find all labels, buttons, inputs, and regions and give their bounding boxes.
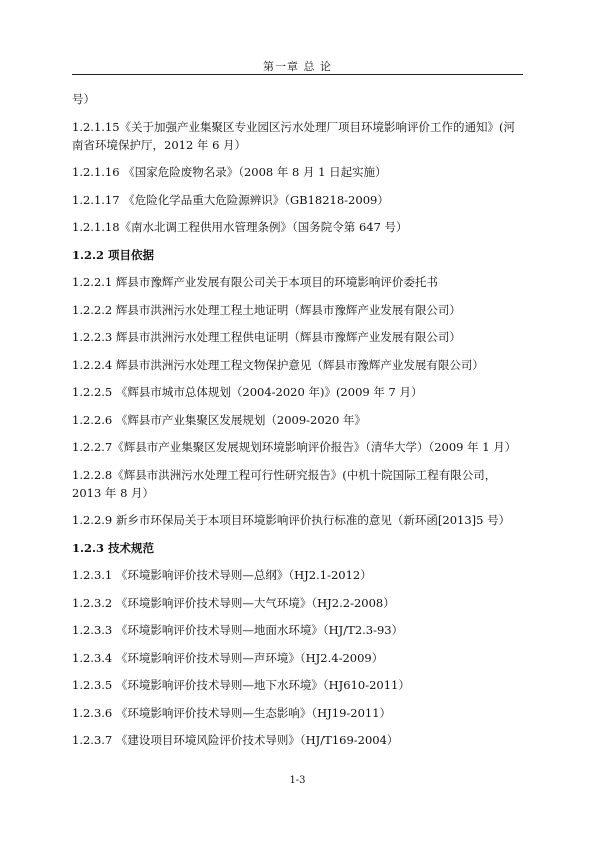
text-line: 1.2.1.16 《国家危险废物名录》（2008 年 8 月 1 日起实施） [72,165,387,179]
text-line: 1.2.3.2 《环境影响评价技术导则—大气环境》（HJ2.2-2008） [72,595,395,610]
text-line: 号） [72,92,95,106]
text-line: 1.2.2.7《辉县市产业集聚区发展规划环境影响评价报告》（清华大学）（2009 年 1 月） [72,440,517,454]
header-rule [72,74,523,75]
text-line: 1.2.1.17 《危险化学品重大危险源辨识》（GB18218-2009） [72,192,389,207]
text-line: 1.2.3.5 《环境影响评价技术导则—地下水环境》（HJ610-2011） [72,678,410,692]
document-body [72,90,524,759]
text-line: 1.2.1.18《南水北调工程供用水管理条例》（国务院令第 647 号） [72,220,408,234]
section-heading: 1.2.3 技术规范 [72,540,155,555]
text-line: 1.2.3.6 《环境影响评价技术导则—生态影响》（HJ19-2011） [72,705,392,720]
text-line: 1.2.3.4 《环境影响评价技术导则—声环境》（HJ2.4-2009） [72,650,384,665]
page-header-title: 第一章 总 论 [263,60,332,73]
page-number: 1-3 [289,775,306,786]
text-line: 1.2.2.3 辉县市洪洲污水处理工程供电证明（辉县市豫辉产业发展有限公司） [72,330,461,344]
text-line: 1.2.2.2 辉县市洪洲污水处理工程土地证明（辉县市豫辉产业发展有限公司） [72,302,461,317]
text-line: 1.2.3.3 《环境影响评价技术导则—地面水环境》（HJ/T2.3-93） [72,623,404,637]
text-line: 1.2.2.6 《辉县市产业集聚区发展规划（2009-2020 年》 [72,412,366,427]
text-line: 1.2.2.8《辉县市洪洲污水处理工程可行性研究报告》(中机十院国际工程有限公司，2013 年 8 月） [72,467,497,500]
section-heading: 1.2.2 项目依据 [72,247,155,262]
text-line: 1.2.3.1 《环境影响评价技术导则—总纲》（HJ2.1-2012） [72,568,372,582]
text-line: 1.2.2.9 新乡市环保局关于本项目环境影响评价执行标准的意见（新环函[2013]5 号） [72,513,511,527]
text-line: 1.2.3.7 《建设项目环境风险评价技术导则》（HJ/T169-2004） [72,733,399,747]
text-line: 1.2.2.5 《辉县市城市总体规划（2004-2020 年)》(2009 年 7 月） [72,385,423,399]
text-line: 1.2.2.4 辉县市洪洲污水处理工程文物保护意见（辉县市豫辉产业发展有限公司） [72,357,484,372]
text-line: 1.2.1.15《关于加强产业集聚区专业园区污水处理厂项目环境影响评价工作的通知》(河南省环境保护厅，2012 年 6 月） [72,119,516,152]
text-line: 1.2.2.1 辉县市豫辉产业发展有限公司关于本项目的环境影响评价委托书 [72,275,438,289]
